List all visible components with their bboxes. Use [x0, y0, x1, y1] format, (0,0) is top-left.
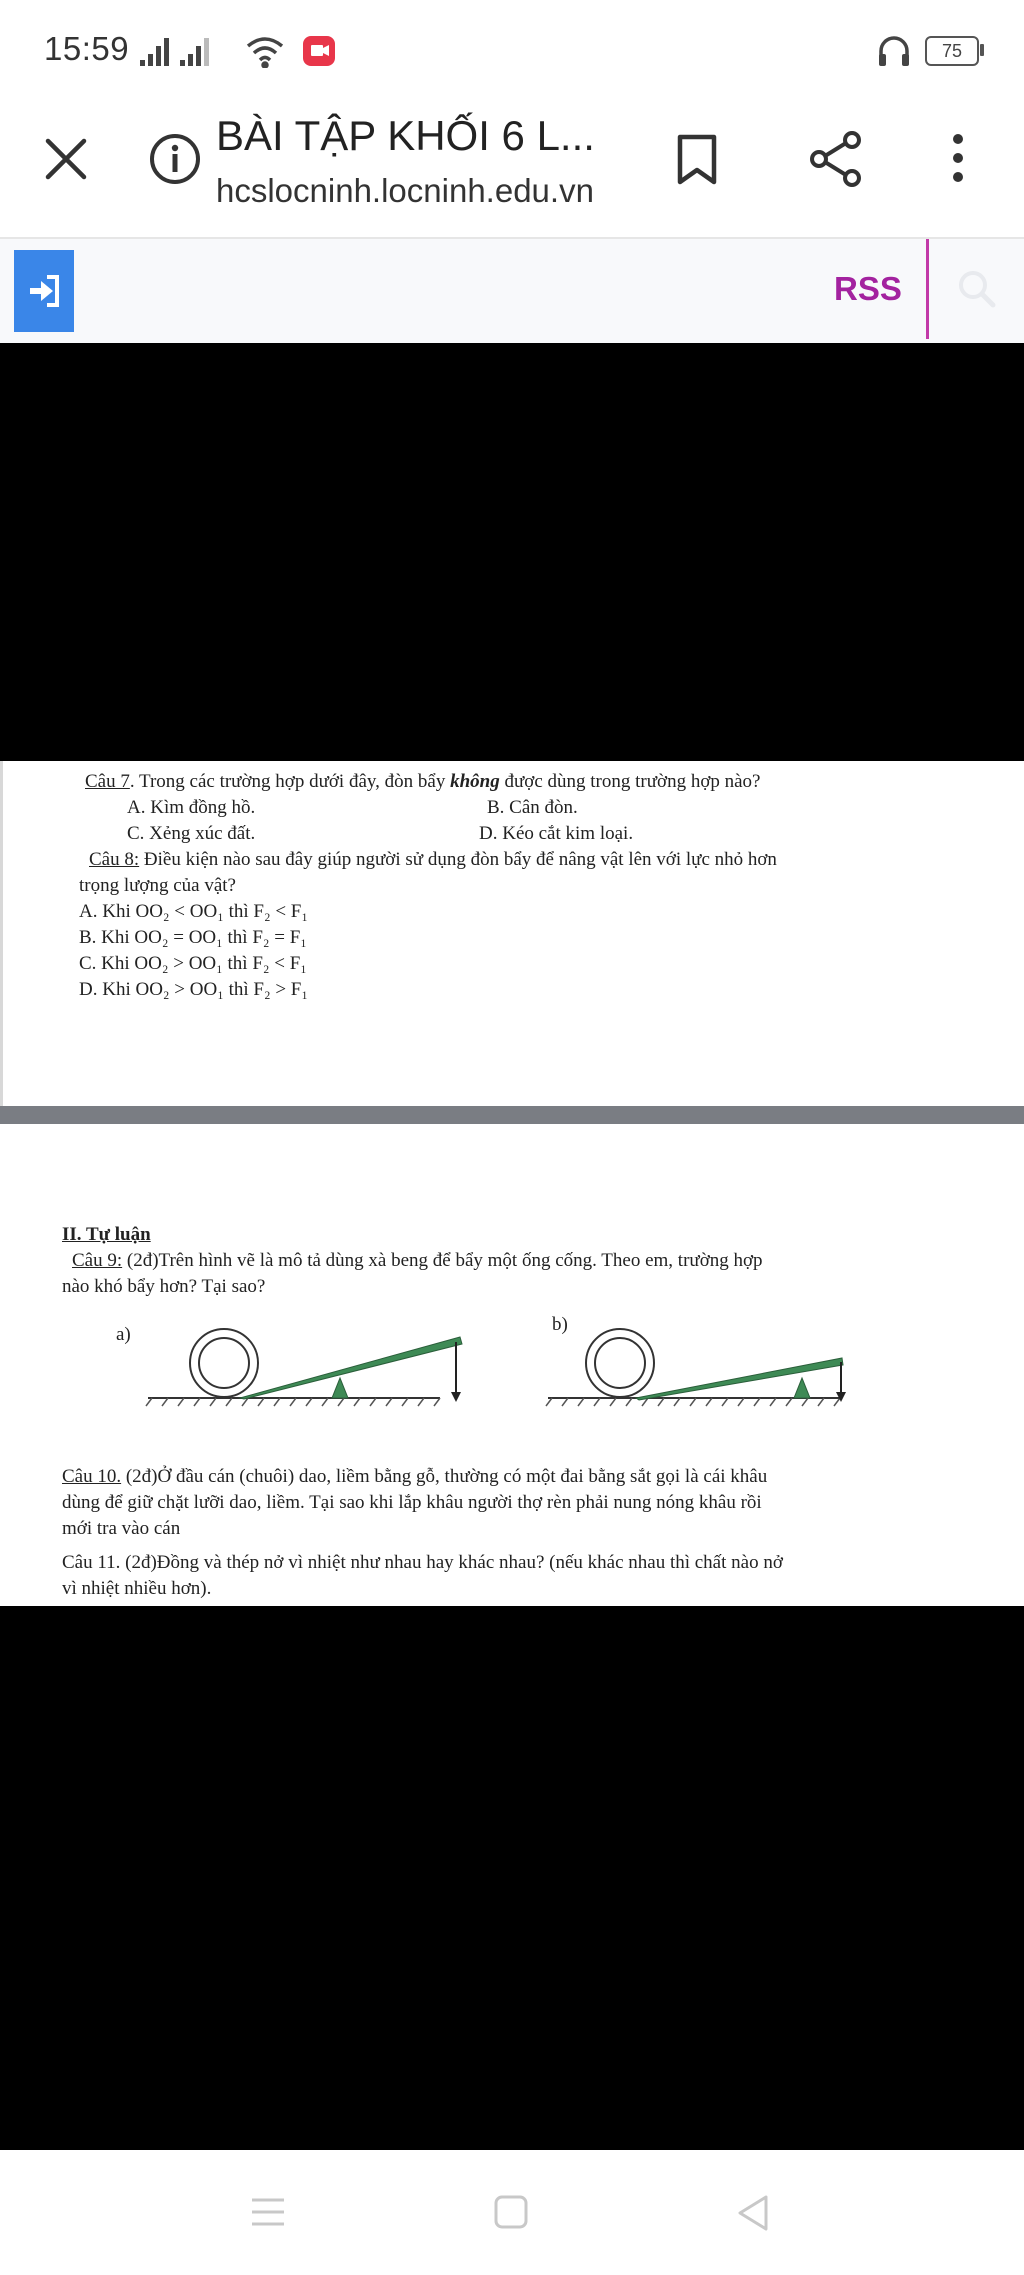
q11-text-2: vì nhiệt nhiều hơn). — [62, 1578, 212, 1599]
q7-label: Câu 7 — [85, 771, 130, 792]
login-icon — [27, 274, 61, 308]
document-page-2 — [0, 1124, 1024, 1606]
q10-text-3: mới tra vào cán — [62, 1518, 181, 1539]
home-icon[interactable] — [494, 2195, 528, 2229]
q8-text-2: trọng lượng của vật? — [79, 875, 236, 896]
figure-a-label: a) — [116, 1324, 131, 1345]
q8-option-c: C. Khi OO₂ > OO₁ thì F₂ < F₁ — [79, 953, 307, 974]
more-icon[interactable] — [950, 132, 966, 184]
signal-icon — [180, 38, 209, 66]
figure-b-lever — [540, 1320, 870, 1420]
page-title[interactable]: BÀI TẬP KHỐI 6 L... — [216, 112, 595, 159]
section-title-text: II. Tự luận — [62, 1224, 151, 1245]
image-placeholder-bottom — [0, 1606, 1024, 2150]
bookmark-icon[interactable] — [676, 134, 718, 186]
q7-text-a: . Trong các trường hợp dưới đây, đòn bẩy — [129, 771, 451, 792]
share-icon[interactable] — [808, 130, 864, 188]
q7-emphasis: không — [450, 771, 500, 792]
q10-label: Câu 10. — [62, 1466, 122, 1487]
q7-option-a: A. Kìm đồng hồ. — [127, 797, 256, 818]
figure-b-label: b) — [552, 1314, 568, 1335]
search-button[interactable] — [929, 239, 1024, 339]
q8-text: Điều kiện nào sau đây giúp người sử dụng đòn bẩy để nâng vật lên với lực nhỏ hơn — [139, 849, 777, 870]
q8-label: Câu 8: — [89, 849, 140, 870]
rss-link[interactable]: RSS — [834, 270, 902, 307]
page-separator — [0, 1106, 1024, 1124]
search-icon — [957, 269, 997, 309]
status-time: 15:59 — [44, 30, 130, 67]
q10-text-2: dùng để giữ chặt lưỡi dao, liềm. Tại sao khi lắp khâu người thợ rèn phải nung nóng khâu rồi — [62, 1492, 762, 1513]
screen-record-icon — [303, 36, 335, 66]
q10-text: (2đ)Ở đầu cán (chuôi) dao, liềm bằng gỗ, thường có một đai bằng sắt gọi là cái khâu — [121, 1466, 768, 1487]
q9-label: Câu 9: — [72, 1250, 123, 1271]
menu-icon[interactable] — [250, 2196, 286, 2228]
q7-option-b: B. Cân đòn. — [487, 797, 578, 818]
question-10 — [62, 1464, 767, 1490]
section-title — [62, 1222, 151, 1248]
question-11: Câu 11. (2đ)Đồng và thép nở vì nhiệt như nhau hay khác nhau? (nếu khác nhau thì chất nào nở — [62, 1552, 783, 1573]
signal-icon — [140, 38, 169, 66]
question-9 — [72, 1248, 763, 1274]
login-button[interactable] — [14, 250, 74, 332]
back-icon[interactable] — [736, 2194, 770, 2232]
q8-option-b: B. Khi OO₂ = OO₁ thì F₂ = F₁ — [79, 927, 307, 948]
battery-level: 75 — [941, 41, 963, 61]
q7-text-b: được dùng trong trường hợp nào? — [499, 771, 761, 792]
q9-text-2: nào khó bẩy hơn? Tại sao? — [62, 1276, 266, 1297]
q9-text: (2đ)Trên hình vẽ là mô tả dùng xà beng để bẩy một ống cống. Theo em, trường hợp — [122, 1250, 763, 1271]
q7-option-c: C. Xẻng xúc đất. — [127, 823, 256, 844]
headphones-icon — [876, 34, 912, 68]
document-page-1 — [0, 761, 1024, 1106]
status-icons — [140, 34, 340, 68]
info-icon[interactable] — [148, 132, 202, 186]
question-7 — [85, 769, 760, 795]
question-8 — [89, 847, 777, 873]
figure-a-lever — [140, 1320, 470, 1420]
battery-cap — [980, 44, 984, 56]
image-placeholder-top — [0, 343, 1024, 761]
q8-option-a: A. Khi OO₂ < OO₁ thì F₂ < F₁ — [79, 901, 308, 922]
close-icon[interactable] — [44, 137, 88, 181]
battery-icon — [925, 36, 979, 66]
q8-option-d: D. Khi OO₂ > OO₁ thì F₂ > F₁ — [79, 979, 308, 1000]
q7-option-d: D. Kéo cắt kim loại. — [479, 823, 634, 844]
page-url[interactable]: hcslocninh.locninh.edu.vn — [216, 172, 594, 209]
wifi-icon — [248, 39, 282, 67]
